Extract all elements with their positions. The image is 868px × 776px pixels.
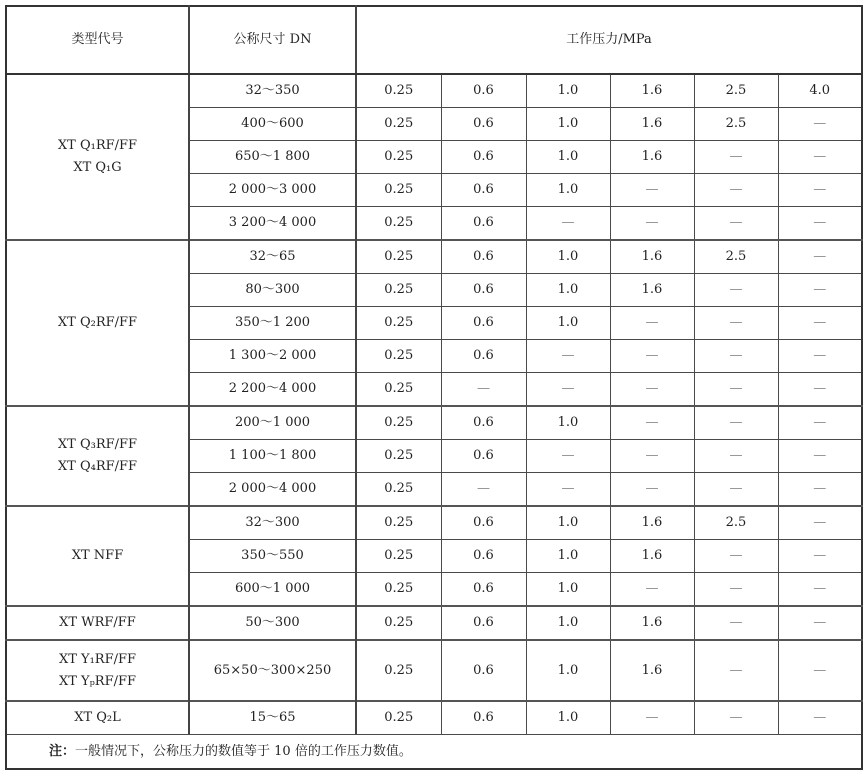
pressure-cell: 1.0 xyxy=(526,540,610,573)
pressure-cell: 0.25 xyxy=(356,640,441,701)
type-code-line: XT Q₄RF/FF xyxy=(57,459,138,474)
pressure-cell: — xyxy=(610,174,694,207)
pressure-cell: 0.6 xyxy=(441,307,526,340)
pressure-cell: — xyxy=(610,340,694,373)
pressure-cell: — xyxy=(694,440,778,473)
pressure-cell: 1.0 xyxy=(526,240,610,274)
pressure-cell: — xyxy=(778,701,862,735)
table-body xyxy=(6,74,862,735)
table-note xyxy=(6,735,862,770)
pressure-cell: — xyxy=(694,340,778,373)
pressure-cell: 2.5 xyxy=(694,240,778,274)
pressure-cell: — xyxy=(778,506,862,540)
table-row xyxy=(6,240,862,274)
pressure-cell: 0.25 xyxy=(356,440,441,473)
pressure-cell: 1.0 xyxy=(526,573,610,607)
pressure-cell: — xyxy=(610,473,694,507)
pressure-cell: 0.25 xyxy=(356,701,441,735)
pressure-cell: 1.6 xyxy=(610,640,694,701)
pressure-cell: 0.25 xyxy=(356,373,441,407)
type-code-line: XT YₚRF/FF xyxy=(58,673,137,689)
pressure-cell: 1.6 xyxy=(610,141,694,174)
pressure-cell: — xyxy=(778,207,862,241)
pressure-cell: 1.6 xyxy=(610,108,694,141)
pressure-cell: 0.6 xyxy=(441,701,526,735)
nominal-size-cell: 32～300 xyxy=(189,506,356,540)
pressure-cell: 0.25 xyxy=(356,406,441,440)
pressure-cell: 0.6 xyxy=(441,141,526,174)
pressure-cell: 2.5 xyxy=(694,506,778,540)
pressure-cell: 1.0 xyxy=(526,274,610,307)
pressure-cell: — xyxy=(526,373,610,407)
pressure-cell: 1.0 xyxy=(526,74,610,108)
pressure-cell: — xyxy=(694,640,778,701)
pressure-cell: — xyxy=(526,207,610,241)
pressure-cell: — xyxy=(610,307,694,340)
pressure-cell: — xyxy=(694,701,778,735)
pressure-cell: 1.0 xyxy=(526,108,610,141)
nominal-size-cell: 200～1 000 xyxy=(189,406,356,440)
nominal-size-cell: 1 300～2 000 xyxy=(189,340,356,373)
pressure-cell: — xyxy=(778,108,862,141)
pressure-cell: — xyxy=(441,473,526,507)
pressure-cell: — xyxy=(610,207,694,241)
table-row xyxy=(6,701,862,735)
pressure-cell: — xyxy=(778,174,862,207)
type-code-line: XT Q₁G xyxy=(73,160,122,175)
pressure-cell: 1.0 xyxy=(526,307,610,340)
nominal-size-cell: 400～600 xyxy=(189,108,356,141)
nominal-size-cell: 1 100～1 800 xyxy=(189,440,356,473)
pressure-cell: — xyxy=(778,274,862,307)
type-code-line: XT Q₃RF/FF xyxy=(57,437,138,452)
pressure-cell: 1.6 xyxy=(610,240,694,274)
pressure-cell: 0.6 xyxy=(441,340,526,373)
table-row xyxy=(6,406,862,440)
pressure-cell: 0.6 xyxy=(441,606,526,640)
pressure-cell: — xyxy=(778,141,862,174)
table-note-row xyxy=(6,735,862,770)
pressure-cell: — xyxy=(778,406,862,440)
pressure-cell: — xyxy=(694,373,778,407)
pressure-cell: — xyxy=(441,373,526,407)
pressure-cell: — xyxy=(526,440,610,473)
pressure-cell: — xyxy=(610,701,694,735)
pressure-cell: 1.0 xyxy=(526,141,610,174)
pressure-cell: 0.25 xyxy=(356,473,441,507)
pressure-cell: 0.25 xyxy=(356,573,441,607)
nominal-size-cell: 32～350 xyxy=(189,74,356,108)
pressure-cell: — xyxy=(526,340,610,373)
header-type-code: 类型代号 xyxy=(6,6,189,74)
pressure-cell: 1.0 xyxy=(526,506,610,540)
nominal-size-cell: 15～65 xyxy=(189,701,356,735)
pressure-cell: — xyxy=(778,640,862,701)
pressure-cell: 0.25 xyxy=(356,240,441,274)
pressure-cell: — xyxy=(694,573,778,607)
pressure-cell: 1.0 xyxy=(526,640,610,701)
pressure-cell: 4.0 xyxy=(778,74,862,108)
note-text: 一般情况下，公称压力的数值等于 10 倍的工作压力数值。 xyxy=(75,743,412,759)
pressure-cell: 0.6 xyxy=(441,240,526,274)
pressure-cell: — xyxy=(778,240,862,274)
pressure-cell: 1.6 xyxy=(610,540,694,573)
pressure-cell: 2.5 xyxy=(694,108,778,141)
pressure-cell: — xyxy=(778,340,862,373)
pressure-cell: 0.25 xyxy=(356,174,441,207)
header-nominal-size: 公称尺寸 DN xyxy=(189,6,356,74)
type-code-cell xyxy=(6,606,189,640)
pressure-cell: 0.25 xyxy=(356,207,441,241)
pressure-cell: 1.0 xyxy=(526,406,610,440)
pressure-cell: 0.25 xyxy=(356,274,441,307)
pressure-cell: 0.6 xyxy=(441,174,526,207)
nominal-size-cell: 2 200～4 000 xyxy=(189,373,356,407)
pressure-cell: 0.6 xyxy=(441,406,526,440)
note-label: 注： xyxy=(49,743,76,759)
type-code-cell xyxy=(6,640,189,701)
pressure-cell: 0.6 xyxy=(441,440,526,473)
nominal-size-cell: 50～300 xyxy=(189,606,356,640)
nominal-size-cell: 650～1 800 xyxy=(189,141,356,174)
pressure-cell: — xyxy=(778,573,862,607)
pressure-cell: 0.6 xyxy=(441,108,526,141)
pressure-cell: 0.25 xyxy=(356,340,441,373)
type-code-line: XT Q₂L xyxy=(74,710,121,725)
type-code-cell xyxy=(6,701,189,735)
type-code-line: XT Y₁RF/FF xyxy=(58,651,137,667)
type-code-cell xyxy=(6,74,189,240)
nominal-size-cell: 3 200～4 000 xyxy=(189,207,356,241)
pressure-cell: — xyxy=(694,307,778,340)
nominal-size-cell: 32～65 xyxy=(189,240,356,274)
table-row xyxy=(6,506,862,540)
type-code-cell xyxy=(6,240,189,406)
pressure-cell: — xyxy=(778,473,862,507)
nominal-size-cell: 2 000～3 000 xyxy=(189,174,356,207)
pressure-cell: — xyxy=(694,473,778,507)
pressure-cell: 1.6 xyxy=(610,606,694,640)
pressure-cell: 0.6 xyxy=(441,274,526,307)
pressure-cell: 0.6 xyxy=(441,207,526,241)
type-code-line: XT Q₁RF/FF xyxy=(57,138,138,153)
nominal-size-cell: 80～300 xyxy=(189,274,356,307)
pressure-cell: 0.25 xyxy=(356,606,441,640)
table-row xyxy=(6,74,862,108)
pressure-cell: — xyxy=(610,440,694,473)
pressure-cell: 0.25 xyxy=(356,540,441,573)
pressure-cell: 2.5 xyxy=(694,74,778,108)
pressure-cell: 1.6 xyxy=(610,506,694,540)
pressure-cell: 1.0 xyxy=(526,701,610,735)
nominal-size-cell: 350～550 xyxy=(189,540,356,573)
type-code-cell xyxy=(6,406,189,506)
pressure-cell: 0.6 xyxy=(441,640,526,701)
pressure-cell: 0.25 xyxy=(356,307,441,340)
pressure-cell: 0.25 xyxy=(356,506,441,540)
pressure-cell: — xyxy=(778,540,862,573)
nominal-size-cell: 350～1 200 xyxy=(189,307,356,340)
nominal-size-cell: 600～1 000 xyxy=(189,573,356,607)
pressure-cell: — xyxy=(610,573,694,607)
pressure-cell: 0.25 xyxy=(356,141,441,174)
pressure-cell: — xyxy=(694,141,778,174)
pressure-cell: — xyxy=(694,540,778,573)
pressure-cell: 0.6 xyxy=(441,573,526,607)
pressure-cell: — xyxy=(694,174,778,207)
pressure-cell: — xyxy=(778,606,862,640)
type-code-line: XT NFF xyxy=(71,548,124,563)
pressure-cell: — xyxy=(694,274,778,307)
pressure-cell: 0.25 xyxy=(356,74,441,108)
pressure-cell: 0.6 xyxy=(441,506,526,540)
pressure-cell: 0.6 xyxy=(441,74,526,108)
pressure-cell: 1.0 xyxy=(526,606,610,640)
pressure-cell: — xyxy=(694,406,778,440)
pressure-cell: 1.6 xyxy=(610,74,694,108)
pressure-rating-table xyxy=(5,5,863,770)
pressure-cell: — xyxy=(778,440,862,473)
type-code-line: XT Q₂RF/FF xyxy=(57,315,138,330)
pressure-cell: — xyxy=(610,373,694,407)
table-row xyxy=(6,606,862,640)
pressure-cell: — xyxy=(694,606,778,640)
pressure-cell: 0.25 xyxy=(356,108,441,141)
pressure-cell: 1.0 xyxy=(526,174,610,207)
pressure-cell: — xyxy=(610,406,694,440)
pressure-cell: — xyxy=(526,473,610,507)
type-code-cell xyxy=(6,506,189,606)
nominal-size-cell: 65×50～300×250 xyxy=(189,640,356,701)
table-row xyxy=(6,640,862,701)
pressure-cell: 1.6 xyxy=(610,274,694,307)
pressure-cell: — xyxy=(778,373,862,407)
type-code-line: XT WRF/FF xyxy=(59,615,136,630)
nominal-size-cell: 2 000～4 000 xyxy=(189,473,356,507)
header-working-pressure: 工作压力/MPa xyxy=(356,6,862,74)
pressure-cell: — xyxy=(694,207,778,241)
table-header-row xyxy=(6,6,862,74)
pressure-cell: — xyxy=(778,307,862,340)
pressure-cell: 0.6 xyxy=(441,540,526,573)
